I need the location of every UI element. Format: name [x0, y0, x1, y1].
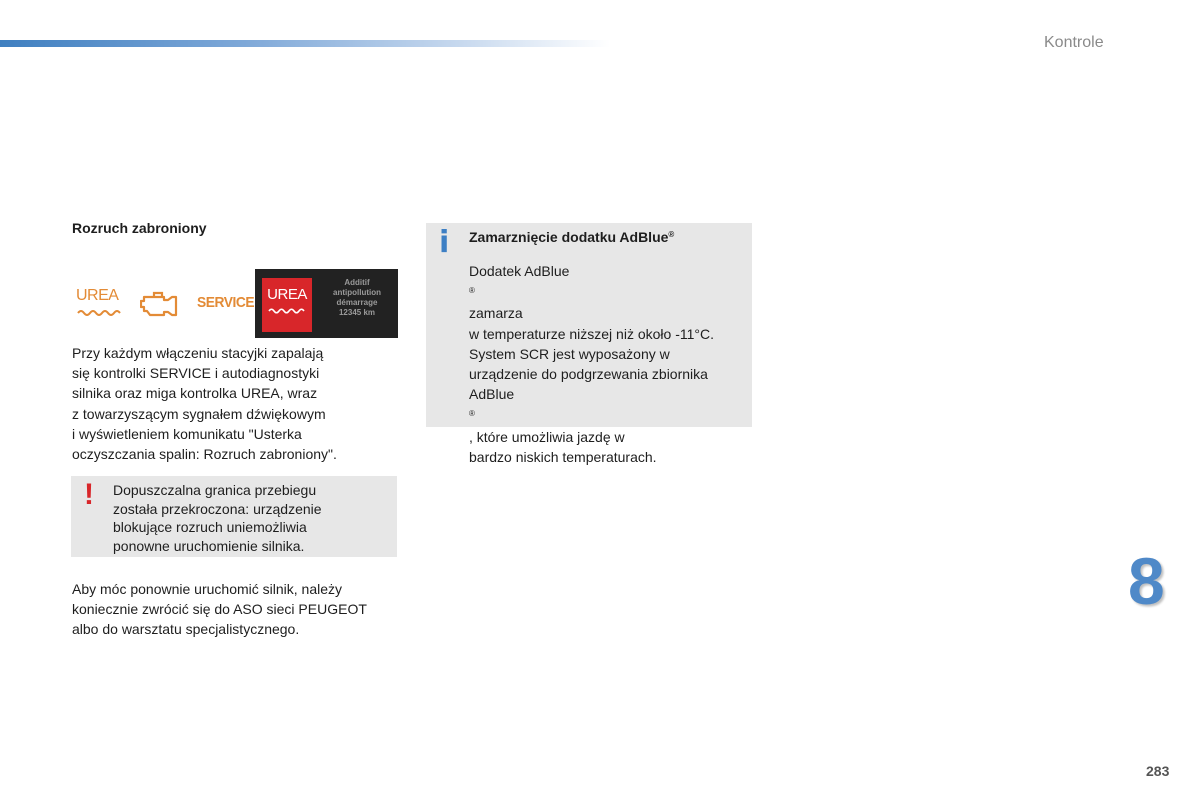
chapter-number: 8: [1128, 544, 1165, 618]
instrument-display: [255, 269, 398, 338]
text-line: się kontrolki SERVICE i autodiagnostyki: [72, 365, 320, 382]
info-box: [426, 223, 752, 465]
text-fragment: AdBlue: [469, 386, 515, 403]
text-line: System SCR jest wyposażony w: [469, 345, 670, 362]
display-message: [321, 278, 393, 318]
urea-icon: [76, 287, 124, 321]
service-icon: SERVICE: [197, 294, 255, 311]
text-line: oczyszczania spalin: Rozruch zabroniony".: [72, 446, 337, 463]
warning-icon: !: [84, 478, 94, 511]
header-accent-bar: [0, 40, 610, 47]
text-line: Przy każdym włączeniu stacyjki zapalają: [72, 345, 324, 361]
page-number: 283: [1146, 763, 1170, 779]
display-urea-waves: [267, 306, 307, 316]
engine-icon: [140, 289, 182, 319]
info-title: [469, 229, 674, 245]
paragraph-dealer: [72, 579, 367, 640]
text-fragment: Dodatek AdBlue: [469, 263, 570, 279]
text-line: silnika oraz miga kontrolka UREA, wraz: [72, 385, 318, 402]
text-line: została przekroczona: urządzenie: [113, 500, 322, 517]
text-line: urządzenie do podgrzewania zbiornika: [469, 366, 708, 383]
display-message-line: Additif: [344, 278, 370, 287]
warning-lamps-illustration: [72, 269, 398, 339]
display-message-line: antipollution: [333, 288, 381, 297]
section-heading: Rozruch zabroniony: [72, 220, 207, 236]
warning-box: [71, 476, 397, 557]
display-urea-lamp: [262, 278, 312, 332]
warning-text: [113, 481, 322, 555]
text-line: Aby móc ponownie uruchomić silnik, należy: [72, 581, 343, 597]
text-line: i wyświetleniem komunikatu "Usterka: [72, 425, 302, 442]
text-line: z towarzyszącym sygnałem dźwiękowym: [72, 405, 326, 422]
display-message-line: démarrage: [336, 298, 378, 307]
urea-icon-label: UREA: [76, 287, 119, 304]
section-title: Kontrole: [1044, 34, 1104, 51]
info-icon: i: [439, 225, 450, 260]
info-text: [469, 261, 714, 467]
registered-mark: ®: [668, 230, 675, 239]
text-fragment: zamarza: [469, 305, 523, 322]
text-line: bardzo niskich temperaturach.: [469, 448, 657, 465]
text-line: albo do warsztatu specjalistycznego.: [72, 621, 300, 638]
text-line: [469, 261, 714, 324]
display-message-line: 12345 km: [338, 308, 376, 317]
text-line: w temperaturze niższej niż około -11°C.: [469, 325, 714, 342]
info-title-text: Zamarznięcie dodatku AdBlue: [469, 229, 669, 245]
text-line: koniecznie zwrócić się do ASO sieci PEUGEOT: [72, 601, 367, 618]
urea-waves: [76, 308, 124, 318]
text-line: blokujące rozruch uniemożliwia: [113, 519, 307, 535]
text-line: [469, 384, 714, 447]
registered-mark: ®: [469, 409, 475, 419]
paragraph-ignition: [72, 343, 337, 464]
display-urea-label: UREA: [267, 286, 307, 303]
text-fragment: , które umożliwia jazdę w: [469, 428, 625, 445]
text-line: ponowne uruchomienie silnika.: [113, 537, 305, 554]
text-line: Dopuszczalna granica przebiegu: [113, 482, 317, 498]
registered-mark: ®: [469, 286, 475, 296]
